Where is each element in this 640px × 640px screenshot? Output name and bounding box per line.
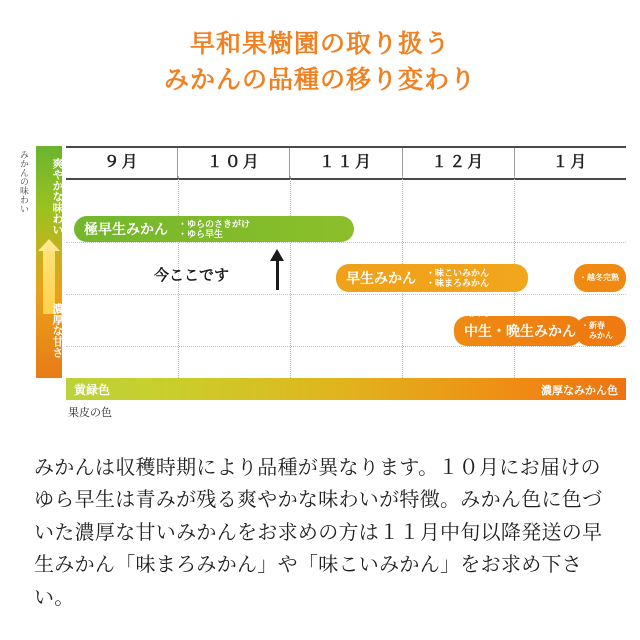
variety-bar-nakate-okute	[454, 311, 582, 346]
variety-timeline-chart	[14, 140, 626, 430]
taste-gradient-axis	[36, 146, 62, 378]
variety-bar-ekkou-sub	[579, 273, 619, 283]
month-header-row	[66, 146, 626, 180]
gridline-horizontal	[66, 294, 626, 295]
variety-bar-wase-label: 早生みかん	[346, 270, 416, 286]
variety-bar-wase-sub-line-1: ・味こいみかん	[426, 267, 490, 278]
gridline-horizontal	[66, 346, 626, 347]
variety-bar-wase	[336, 258, 528, 292]
variety-bar-gokuwase-sub	[178, 219, 250, 240]
variety-bar-shinshun	[576, 316, 626, 346]
variety-bar-gokuwase-ruby: ごくわせ	[88, 209, 116, 216]
gridline-vertical	[290, 176, 291, 378]
month-cell-november: １１月	[290, 148, 402, 178]
current-period-annotation-label: 今ここです	[154, 267, 230, 284]
peel-color-gradient-bar	[66, 378, 626, 400]
variety-bar-shinshun-sub-line-2: みかん	[581, 331, 613, 340]
variety-bar-gokuwase	[74, 209, 354, 242]
variety-bar-wase-sub	[426, 268, 489, 289]
variety-bar-gokuwase-label: 極早生みかん	[84, 221, 168, 237]
variety-bar-shinshun-sub-line-1: ・新春	[581, 321, 605, 331]
page-title-line-1: 早和果樹園の取り扱う	[189, 30, 450, 58]
taste-axis-top-label: 爽やかな味わい	[51, 157, 63, 235]
variety-bar-gokuwase-sub-line-2: ・ゆら早生	[178, 229, 224, 239]
variety-bar-ekkou-kanjuku	[574, 264, 626, 292]
chart-axis-caption: みかんの味わい	[19, 150, 29, 213]
variety-bar-gokuwase-sub-line-1: ・ゆらのさきがけ	[178, 218, 251, 229]
variety-bar-ekkou-sub-line-1: ・越冬完熟	[579, 273, 619, 283]
variety-bar-gokuwase-name	[84, 209, 168, 239]
peel-color-left-label: 黄緑色	[74, 383, 111, 397]
page-title-line-2: みかんの品種の移り変わり	[163, 66, 476, 95]
month-cell-january: １月	[552, 154, 589, 171]
page-title	[0, 26, 640, 99]
month-cell-december: １２月	[403, 148, 515, 178]
variety-bar-wase-ruby: わせ	[354, 258, 368, 265]
variety-bar-wase-sub-line-2: ・味まろみかん	[426, 278, 490, 288]
gridline-horizontal	[66, 242, 626, 243]
peel-color-caption: 果皮の色	[68, 407, 112, 419]
month-cell-september: ９月	[66, 148, 178, 178]
month-cell-october: １０月	[178, 148, 290, 178]
peel-color-right-label: 濃厚なみかん色	[541, 385, 618, 397]
variety-bar-wase-name	[346, 258, 416, 288]
variety-bar-nakate-name	[464, 311, 576, 341]
taste-axis-bottom-label: 濃厚な甘さ	[51, 302, 63, 358]
description-paragraph: みかんは収穫時期により品種が異なります。１０月にお届けのゆら早生は青みが残る爽やかな味わいが特徴。みかん色に色づいた濃厚な甘いみかんをお求めの方は１１月中旬以降発送の早生みかん「味まろみかん」や「味こいみかん」をお求め下さい。	[34, 457, 603, 609]
variety-bar-nakate-ruby: おくて	[468, 311, 489, 318]
current-period-arrow-icon	[276, 260, 279, 290]
variety-bar-shinshun-sub	[581, 321, 613, 340]
variety-bar-nakate-label: 中生・晩生みかん	[464, 323, 576, 339]
